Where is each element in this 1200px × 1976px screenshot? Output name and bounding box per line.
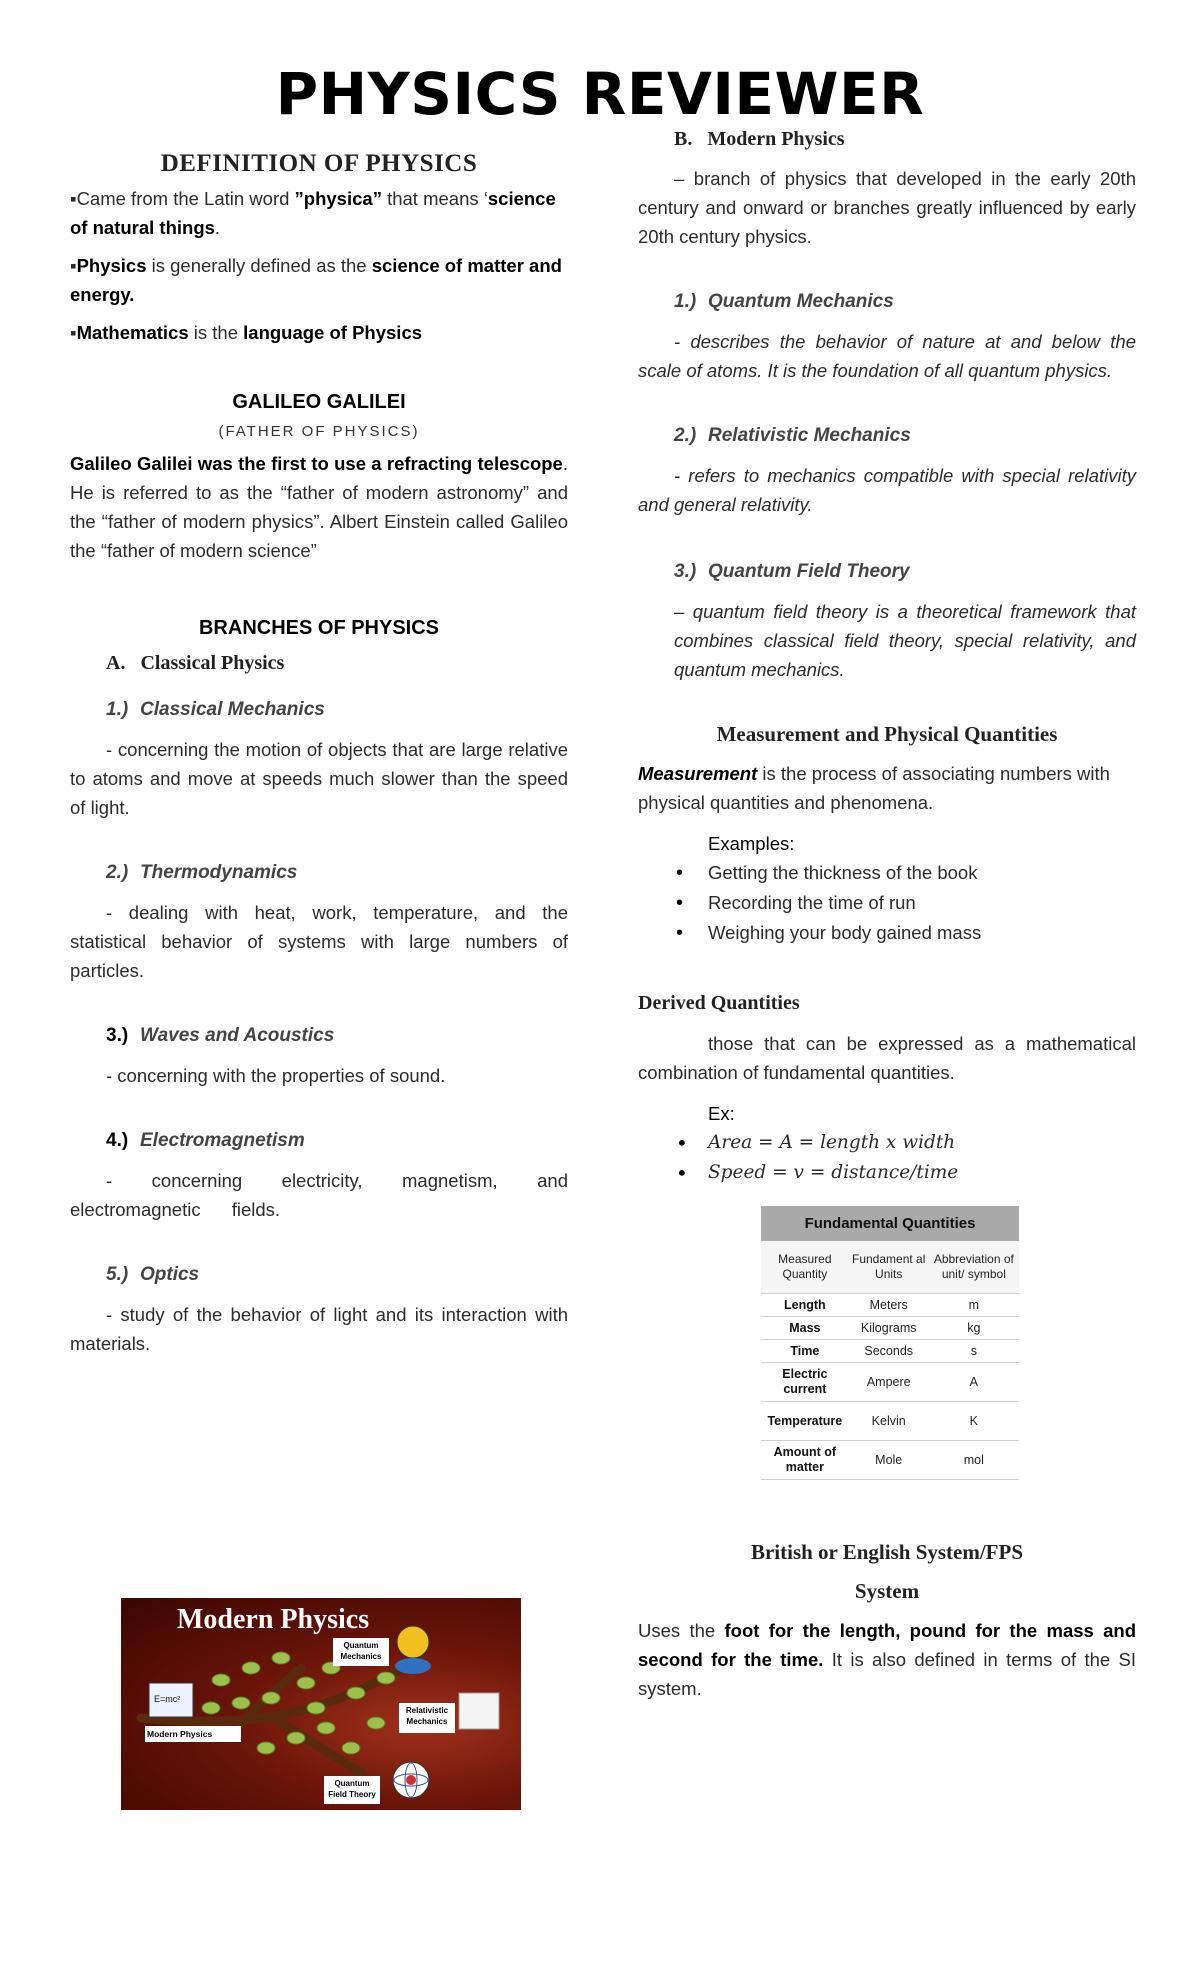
definition-bullet-1: ▪Came from the Latin word ”physica” that means ‘science of natural things.: [70, 188, 556, 238]
image-label-rm: Relativistic Mechanics: [405, 1706, 449, 1726]
bullet-icon: ▪: [70, 188, 77, 209]
list-item: • Recording the time of run: [638, 888, 1136, 918]
fundamental-quantities-table: [761, 1206, 1019, 1480]
classical-item-4: 4.) Electromagnetism - concerning electricity, magnetism, and electromagnetic fields.: [70, 1130, 568, 1220]
galileo-heading: GALILEO GALILEI: [232, 391, 406, 413]
derived-text: those that can be expressed as a mathematical combination of fundamental quantities.: [638, 1033, 1136, 1083]
ex-label: Ex:: [708, 1103, 735, 1124]
table-header: Abbreviation of unit/ symbol: [929, 1241, 1019, 1294]
modern-item-2: 2.) Relativistic Mechanics - refers to mechanics compatible with special relativity and general relativity.: [638, 425, 1136, 515]
modern-item-1: 1.) Quantum Mechanics - describes the behavior of nature at and below the scale of atoms. It is the foundation of all quantum physics.: [638, 291, 1136, 381]
table-row: Length Meters m: [761, 1294, 1019, 1317]
fundamental-table-wrap: [638, 1206, 1136, 1480]
image-label-qm: Quantum Mechanics: [340, 1641, 382, 1661]
definition-bullet-2: ▪Physics is generally defined as the science of matter and energy.: [70, 255, 562, 305]
modern-physics-image: [121, 1598, 521, 1810]
table-title: Fundamental Quantities: [761, 1206, 1019, 1241]
left-column: [70, 150, 568, 1358]
pendulum-icon: [459, 1693, 499, 1729]
branches-heading: BRANCHES OF PHYSICS: [198, 617, 440, 639]
classical-item-2: 2.) Thermodynamics - dealing with heat, work, temperature, and the statistical behavior of systems with large numbers of particles.: [70, 862, 568, 981]
bullet-icon: ▪: [70, 255, 77, 276]
modern-item-3: 3.) Quantum Field Theory – quantum field theory is a theoretical framework that combines classical field theory, special relativity, and quantum mechanics.: [674, 561, 1136, 680]
quantum-icon: [397, 1626, 429, 1658]
modern-description: – branch of physics that developed in the early 20th century and onward or branches greatly influenced by early 20th century physics.: [638, 168, 1136, 247]
bullet-icon: ▪: [70, 322, 77, 343]
classical-item-5: 5.) Optics - study of the behavior of light and its interaction with materials.: [70, 1264, 568, 1354]
table-header: Measured Quantity: [761, 1241, 849, 1294]
definition-bullet-3: ▪Mathematics is the language of Physics: [70, 322, 423, 343]
galileo-text: Galileo Galilei was the first to use a refracting telescope. He is referred to as the “father of modern astronomy” and the “father of modern physics”. Albert Einstein called Galileo the “father of modern science”: [70, 453, 568, 561]
british-heading-2: System: [854, 1579, 920, 1603]
right-column: [638, 128, 1136, 1703]
list-item: • Area = A = length x width: [638, 1128, 1136, 1158]
page-title: PHYSICS REVIEWER: [275, 60, 925, 128]
classical-item-1: 1.) Classical Mechanics - concerning the motion of objects that are large relative to atoms and move at speeds much slower than the speed of light.: [70, 699, 568, 818]
image-title: Modern Physics: [177, 1604, 370, 1635]
table-row: Electric current Ampere A: [761, 1363, 1019, 1402]
list-item: • Getting the thickness of the book: [638, 858, 1136, 888]
image-label-modern: Modern Physics: [147, 1729, 213, 1739]
measurement-heading: Measurement and Physical Quantities: [716, 722, 1058, 746]
classical-heading: A. Classical Physics: [106, 652, 285, 674]
derived-heading: Derived Quantities: [638, 992, 800, 1014]
measurement-text: Measurement is the process of associating numbers with physical quantities and phenomena.: [638, 763, 1110, 813]
galileo-subheading: (FATHER OF PHYSICS): [218, 423, 420, 440]
definition-heading: DEFINITION OF PHYSICS: [160, 150, 478, 177]
image-label-qft: Quantum Field Theory: [328, 1779, 376, 1799]
british-heading-1: British or English System/FPS: [750, 1540, 1024, 1564]
table-row: Time Seconds s: [761, 1340, 1019, 1363]
table-row: Temperature Kelvin K: [761, 1402, 1019, 1441]
list-item: • Weighing your body gained mass: [638, 918, 1136, 948]
classical-item-3: 3.) Waves and Acoustics - concerning with the properties of sound.: [106, 1025, 446, 1086]
british-text: Uses the foot for the length, pound for the mass and second for the time. It is also defined in terms of the SI system.: [638, 1620, 1137, 1699]
table-row: Mass Kilograms kg: [761, 1317, 1019, 1340]
image-formula: E=mc²: [154, 1694, 181, 1704]
list-item: • Speed = v = distance/time: [638, 1158, 1136, 1188]
examples-label: Examples:: [708, 833, 795, 854]
table-header: Fundament al Units: [849, 1241, 929, 1294]
formula-list: [638, 1128, 1136, 1188]
table-row: Amount of matter Mole mol: [761, 1441, 1019, 1480]
examples-list: [638, 858, 1136, 948]
modern-heading: B. Modern Physics: [674, 128, 845, 150]
